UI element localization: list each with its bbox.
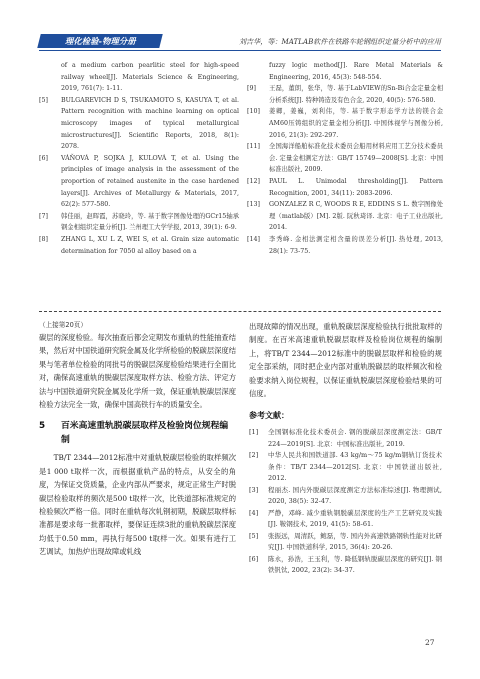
reference-number: [14] (247, 235, 260, 243)
body-paragraph: 出现故障的情况出现，重轨脱碳层深度检验执行批批取样的制度。在百米高速重轨脱碳层取样及检验岗位规程的编制上，将TB/T 2344—2012标准中的脱碳层取样和检验的规定全部采纳，同时把企业内部对重轨脱碳层的取样频次和检验要求纳入岗位规程，以保证重轨脱碳层深度检验结果的可信度。 (249, 322, 442, 399)
reference-item (39, 234, 239, 257)
reference-number: [3] (249, 485, 259, 494)
journal-logo (37, 34, 162, 48)
section-title: 百米高速重轨脱碳层取样及检验岗位规程编制 (61, 421, 229, 446)
section-number: 5 (39, 421, 46, 432)
reference-item (249, 554, 442, 577)
reference-number: [10] (247, 108, 260, 116)
reference-text: 姜卿，姜巍，刘利伟，等. 基于数字形态学方法的镁合金AM60压铸组织的定量金相分析[J]. 中国体视学与图像分析, 2016, 21(3): 292-297. (269, 108, 443, 139)
reference-item (247, 176, 443, 199)
references-heading: 参考文献： (249, 411, 289, 421)
reference-text: 中华人民共和国铁道部. 43 kg/m～75 kg/m钢轨订货技术条件：TB/T 2344—2012[S]. 北京：中国铁道出版社, 2012. (268, 451, 442, 483)
reference-text: BULGAREVICH D S, TSUKAMOTO S, KASUYA T, et al. Pattern recognition with machine learning on optical microscopy images of typical metallurgical microstructures[J]. Scientific Reports, 2018, 8(1): 2078. (61, 96, 239, 151)
reference-text: VÁŇOVÁ P, SOJKA J, KULOVÁ T, et al. Using the principles of image analysis in the assessment of the proportion of retained austenite in the case hardened layers[J]. Archives of Metallurgy & Materials, 2017, 62(2): 577-580. (61, 154, 239, 209)
top-reference-list-left (39, 60, 239, 257)
reference-text: 程丽杰. 国内外脱碳层深度测定方法标准综述[J]. 物理测试, 2020, 38(5): 32-47. (268, 485, 442, 506)
reference-number: [4] (249, 508, 259, 517)
section-heading (39, 419, 236, 447)
body-paragraph: TB/T 2344—2012标准中对重轨脱碳层检验的取样频次是1 000 t取样一次，而根据重轨产品的特点，从安全的角度，为保证交货质量，企业内部从严要求，规定正常生产时脱碳层检验取样的频次是500 t取样一次，比铁道部标准规定的检验频次严格一倍。同时在重轨每次轧钢初期，脱碳层取样标准都是要求每一批都取样，要保证连续3批的重轨脱碳层深度均低于0.50 mm，再执行每500 t取样一次。如果有进行工艺调试，加热炉出现故障或轧线 (39, 453, 237, 557)
reference-text: PAUL L. Unimodal thresholding[J]. Pattern Recognition, 2001, 34(11): 2083-2096. (269, 177, 443, 197)
reference-item (249, 450, 442, 485)
reference-text: 王磊，董朗，张华，等. 基于LabVIEW的Sn-Bi合金定量金相分析系统[J]. 特种铸造及有色合金, 2020, 40(5): 576-580. (269, 85, 443, 104)
page-number: 27 (425, 638, 435, 647)
reference-text: 严静，邓峰. 减少重轨钢脱碳层深度的生产工艺研究及实践[J]. 鞍钢技术, 2019, 41(5): 58-61. (268, 508, 442, 529)
reference-number: [5] (249, 531, 259, 540)
reference-number: [9] (247, 85, 256, 93)
reference-item (247, 106, 443, 141)
reference-text: 陈永，孙浩，王玉利，等. 降低钢轨脱碳层深度的研究[J]. 钢铁钒钛, 2002, 23(2): 34-37. (268, 554, 442, 575)
reference-item (247, 234, 443, 257)
reference-number: [5] (39, 96, 48, 104)
reference-number: [8] (39, 235, 48, 243)
reference-text: 张振远，周清跃，鲍磊，等. 国内外高速铁路钢轨性能对比研究[J]. 中国铁道科学, 2015, 36(4): 20-26. (268, 531, 442, 552)
reference-text: 李秀峰. 金相法测定相含量的误差分析[J]. 热处理, 2013, 28(1): 73-75. (269, 235, 443, 255)
reference-text: of a medium carbon pearlitic steel for high-speed railway wheel[J]. Materials Science & Engineering, 2019, 761(7): 1-11. (61, 62, 239, 93)
reference-item (247, 83, 443, 106)
reference-text: fuzzy logic method[J]. Rare Metal Materials & Engineering, 2016, 45(3): 548-554. (269, 62, 443, 81)
reference-item (39, 211, 239, 234)
reference-item (39, 153, 239, 211)
body-column-left (39, 320, 236, 559)
header-rule (39, 50, 441, 51)
reference-item (249, 427, 442, 450)
body-column-right (249, 320, 442, 577)
body-paragraph: 碳层的深度检验。每次抽查后都会定期发布重轨的性能抽查结果，然后对中国铁道研究院金属及化学所检验的脱碳层深度结果与笔者单位检验的同批号的脱碳层深度检验结果进行全面比对，确保高速重轨的脱碳层深度取样方法、检验方法、评定方法与中国铁道研究院金属及化学所一致，保证重轨脱碳层深度检验方法完全一致，确保中国高铁行车的质量安全。 (39, 333, 237, 410)
reference-number: [2] (249, 451, 259, 460)
reference-item (39, 60, 239, 95)
reference-number: [13] (247, 201, 260, 209)
reference-text: 韩佳丽，赵晖霞，苏晓玲，等. 基于数字图像处理的GCr15轴承钢金相组织定量分析[J]. 兰州理工大学学报, 2013, 39(1): 6-9. (61, 212, 239, 232)
article-separator-line (39, 311, 441, 312)
continued-from-mark: （上接第20页） (39, 321, 87, 329)
reference-number: [7] (39, 212, 48, 220)
reference-item (247, 141, 443, 176)
top-reference-list-right (247, 60, 443, 257)
reference-number: [6] (249, 554, 259, 563)
running-head: 刘吉华，等：MATLAB软件在铁路车轮钢组织定量分析中的应用 (238, 37, 441, 46)
reference-text: 全国钢标准化技术委员会. 钢的脱碳层深度测定法：GB/T 224—2019[S]. 北京：中国标准出版社, 2019. (268, 428, 442, 448)
reference-item (249, 508, 442, 531)
reference-item (247, 60, 443, 83)
reference-item (249, 485, 442, 508)
reference-number: [1] (249, 428, 259, 437)
reference-text: 全国海洋船舶标准化技术委员会船用材料应用工艺分技术委员会. 定量金相测定方法：GB/T 15749—2008[S]. 北京：中国标准出版社, 2009. (269, 143, 443, 174)
reference-item (247, 199, 443, 234)
reference-number: [11] (247, 143, 260, 151)
reference-number: [6] (39, 154, 48, 162)
reference-number: [12] (247, 177, 260, 185)
reference-item (249, 531, 442, 554)
reference-text: GONZALEZ R C, WOODS R E, EDDINS S L. 数字图像处理（matlab版）[M]. 2版. 阮秋琦译. 北京：电子工业出版社, 2014. (269, 201, 443, 232)
reference-text: ZHANG L, XU L Z, WEI S, et al. Grain size automatic determination for 7050 al alloy based on a (61, 235, 239, 255)
reference-item (39, 95, 239, 153)
journal-logo-text: 理化检验-物理分册 (64, 36, 136, 46)
